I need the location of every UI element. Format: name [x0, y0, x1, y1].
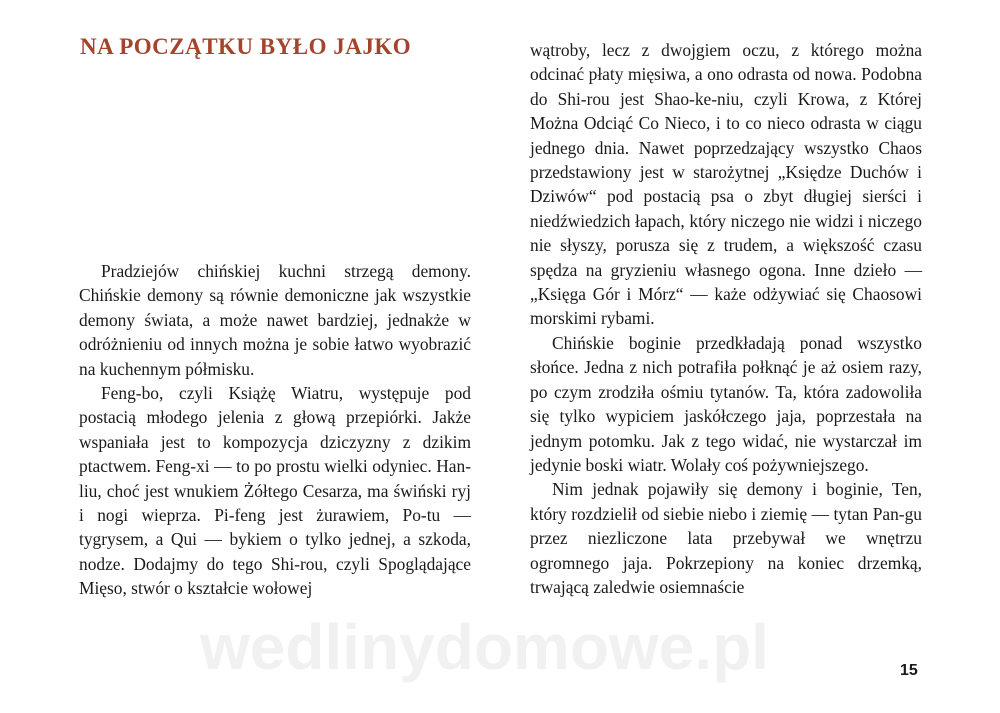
paragraph: Chińskie boginie przedkładają ponad wszystko słońce. Jedna z nich potrafiła połknąć je aż osiem razy, po czym zrodziła ośmiu tytanów. Ta, która zadowoliła się tylko wypiciem jaskółczego jaja, poprzestała na jednym potomku. Jak z tego widać, nie wystarczał im jedynie boski wiatr. Wolały coś pożywniejszego. [530, 332, 922, 475]
page-number: 15 [900, 662, 918, 679]
chapter-title: NA POCZĄTKU BYŁO JAJKO [80, 34, 412, 59]
paragraph: wątroby, lecz z dwojgiem oczu, z którego można odcinać płaty mięsiwa, a ono odrasta od nowa. Podobna do Shi-rou jest Shao-ke-niu, czyli Krowa, z Której Można Odciąć Co Nieco, i to co nieco odrasta w ciągu jednego dnia. Nawet poprzedzający wszystko Chaos przedstawiony jest w starożytnej „Księdze Duchów i Dziwów“ pod postacią psa o zbyt długiej sierści i niedźwiedzich łapach, który niczego nie widzi i niczego nie słyszy, porusza się z trudem, a większość czasu spędza na gryzieniu własnego ogona. Inne dzieło — „Księga Gór i Mórz“ — każe odżywiać się Chaosowi morskimi rybami. [530, 40, 922, 329]
left-text-column [79, 259, 471, 601]
paragraph: Nim jednak pojawiły się demony i boginie, Ten, który rozdzielił od siebie niebo i ziemię — tytan Pan-gu przez niezliczone lata przebywał we wnętrzu ogromnego jaja. Pokrzepiony na koniec drzemką, trwającą zaledwie osiemnaście [530, 479, 922, 597]
right-text-column [530, 38, 922, 599]
paragraph: Feng-bo, czyli Książę Wiatru, występuje pod postacią młodego jelenia z głową przepiórki. Jakże wspaniała jest to kompozycja dziczyzny z dzikim ptactwem. Feng-xi — to po prostu wielki odyniec. Han-liu, choć jest wnukiem Żółtego Cesarza, ma świński ryj i nogi wieprza. Pi-feng jest żurawiem, Po-tu — tygrysem, a Qui — bykiem o tylko jednej, a szkoda, nodze. Dodajmy do tego Shi-rou, czyli Spoglądające Mięso, stwór o kształcie wołowej [79, 383, 471, 599]
paragraph: Pradziejów chińskiej kuchni strzegą demony. Chińskie demony są równie demoniczne jak wszystkie demony świata, a może nawet bardziej, jednakże w odróżnieniu od innych można je sobie łatwo wyobrazić na kuchennym półmisku. [79, 261, 471, 379]
watermark: wedlinydomowe.pl [200, 611, 769, 683]
